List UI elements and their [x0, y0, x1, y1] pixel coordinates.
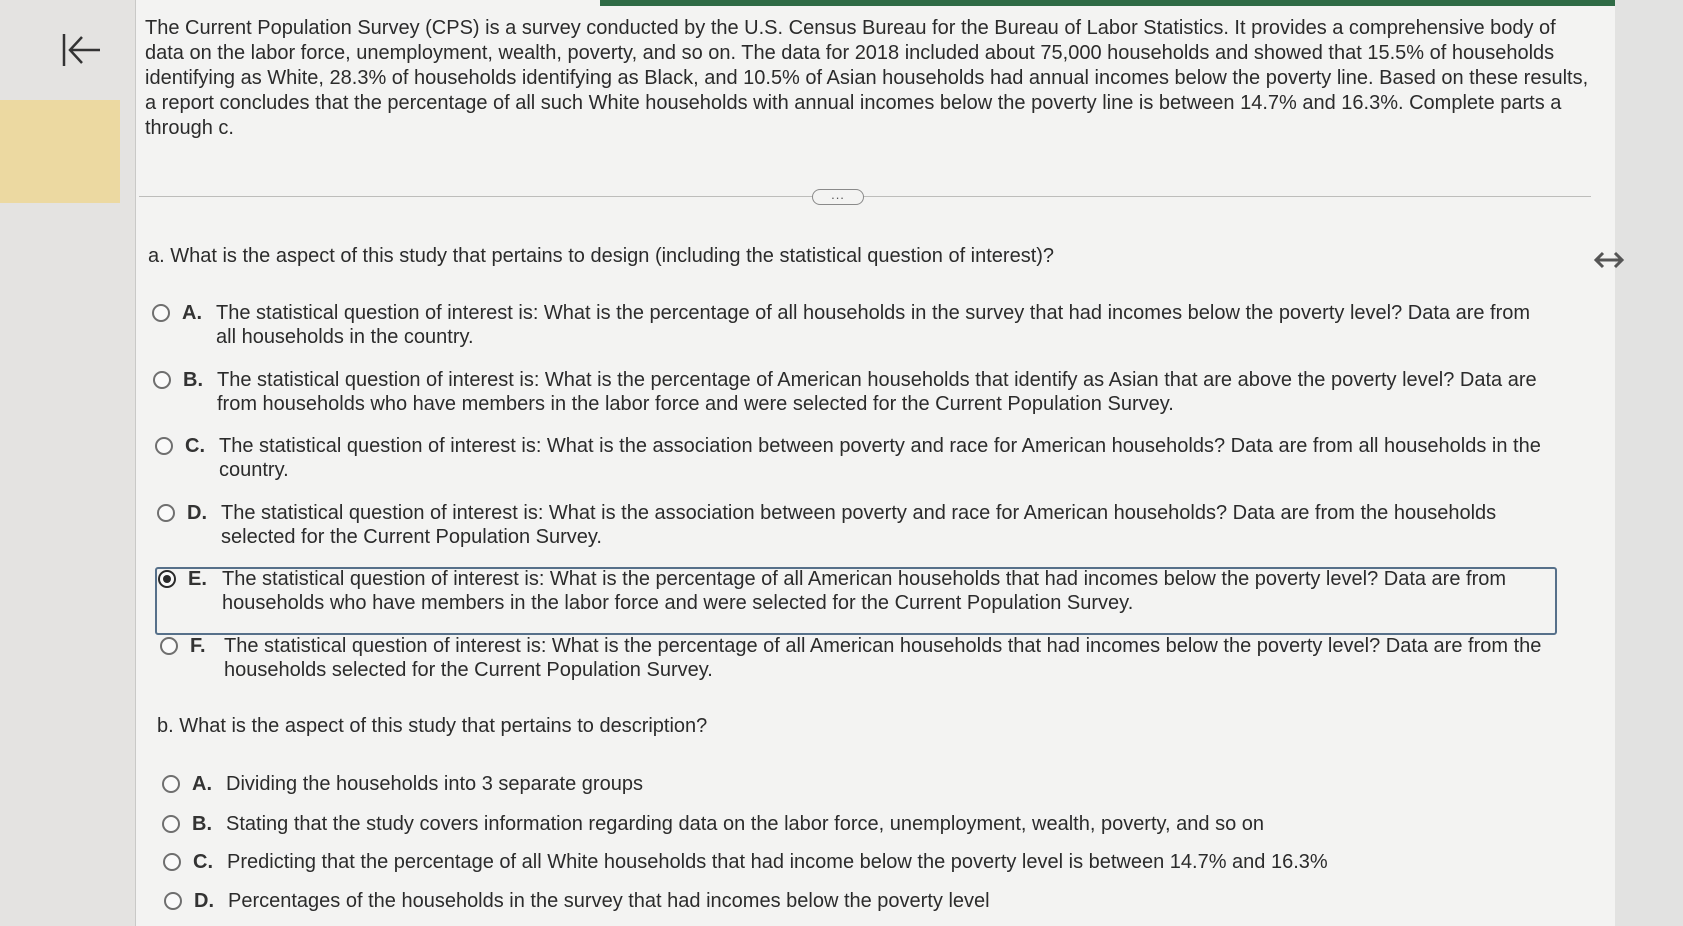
option-text: The statistical question of interest is: What is the percentage of all American households that had incomes below the poverty level? Data are from the households selected for the Current Population Survey.	[224, 635, 1542, 681]
option-text: The statistical question of interest is: What is the association between poverty and race for American households? Data are from the households selected for the Current Population Survey.	[221, 502, 1497, 548]
option-letter: B.	[183, 369, 203, 391]
option-text: The statistical question of interest is: What is the percentage of all households in the survey that had incomes below the poverty level? Data are from all households in the country.	[216, 302, 1531, 348]
radio-button[interactable]	[162, 815, 180, 833]
radio-button[interactable]	[157, 504, 175, 522]
option-letter: C.	[185, 435, 205, 457]
part-b-question: b. What is the aspect of this study that pertains to description?	[157, 715, 708, 737]
option-letter: F.	[190, 635, 206, 657]
radio-button[interactable]	[162, 775, 180, 793]
option-letter: D.	[187, 502, 207, 524]
option-letter: A.	[182, 302, 202, 324]
part-b-option-c[interactable]	[163, 850, 1483, 874]
radio-button[interactable]	[163, 853, 181, 871]
part-a-question: a. What is the aspect of this study that pertains to design (including the statistical question of interest)?	[148, 245, 1055, 267]
radio-button-selected[interactable]	[158, 570, 176, 588]
collapse-left-icon[interactable]	[60, 30, 104, 70]
option-letter: A.	[192, 773, 212, 795]
part-b-option-b[interactable]	[162, 812, 1462, 836]
part-a-option-a[interactable]	[152, 301, 1532, 349]
option-text: The statistical question of interest is: What is the association between poverty and race for American households? Data are from all households in the country.	[219, 435, 1541, 481]
part-a-option-c[interactable]	[155, 434, 1550, 482]
option-text: Dividing the households into 3 separate groups	[226, 773, 643, 795]
part-a-option-e[interactable]	[158, 567, 1548, 615]
problem-statement: The Current Population Survey (CPS) is a survey conducted by the U.S. Census Bureau for the Bureau of Labor Statistics. It provides a comprehensive body of data on the labor force, unemployment, wealth, poverty, and so on. The data for 2018 included about 75,000 households and showed that 15.5% of households identifying as White, 28.3% of households identifying as Black, and 10.5% of Asian households had annual incomes below the poverty line. Based on these results, a report concludes that the percentage of all such White households with annual incomes below the poverty line is between 14.7% and 16.3%. Complete parts a through c.	[145, 17, 1589, 139]
radio-button[interactable]	[164, 892, 182, 910]
option-text: The statistical question of interest is: What is the percentage of all American households that had incomes below the poverty level? Data are from households who have members in the labor force and were selected for the Current Population Survey.	[222, 568, 1507, 614]
header-accent-strip	[600, 0, 1615, 6]
option-letter: B.	[192, 813, 212, 835]
radio-button[interactable]	[153, 371, 171, 389]
part-a-option-d[interactable]	[157, 501, 1542, 549]
option-letter: E.	[188, 568, 207, 590]
expand-button[interactable]: ...	[812, 189, 864, 205]
part-b-option-a[interactable]	[162, 772, 1462, 796]
option-letter: D.	[194, 890, 214, 912]
option-text: Predicting that the percentage of all White households that had income below the poverty level is between 14.7% and 16.3%	[227, 851, 1328, 873]
right-margin	[1615, 0, 1683, 926]
radio-button[interactable]	[152, 304, 170, 322]
resize-horizontal-icon[interactable]	[1592, 248, 1626, 272]
part-a-option-f[interactable]	[160, 634, 1545, 682]
option-text: The statistical question of interest is: What is the percentage of American households that identify as Asian that are above the poverty level? Data are from households who have members in the labor force and were selected for the Current Population Survey.	[217, 369, 1537, 415]
part-a-option-b[interactable]	[153, 368, 1545, 416]
radio-button[interactable]	[160, 637, 178, 655]
gutter-highlight	[0, 100, 120, 203]
radio-button[interactable]	[155, 437, 173, 455]
option-letter: C.	[193, 851, 213, 873]
option-text: Stating that the study covers information regarding data on the labor force, unemployment, wealth, poverty, and so on	[226, 813, 1265, 835]
section-divider	[139, 196, 1591, 197]
option-text: Percentages of the households in the survey that had incomes below the poverty level	[228, 890, 990, 912]
part-b-option-d[interactable]	[164, 889, 1464, 913]
